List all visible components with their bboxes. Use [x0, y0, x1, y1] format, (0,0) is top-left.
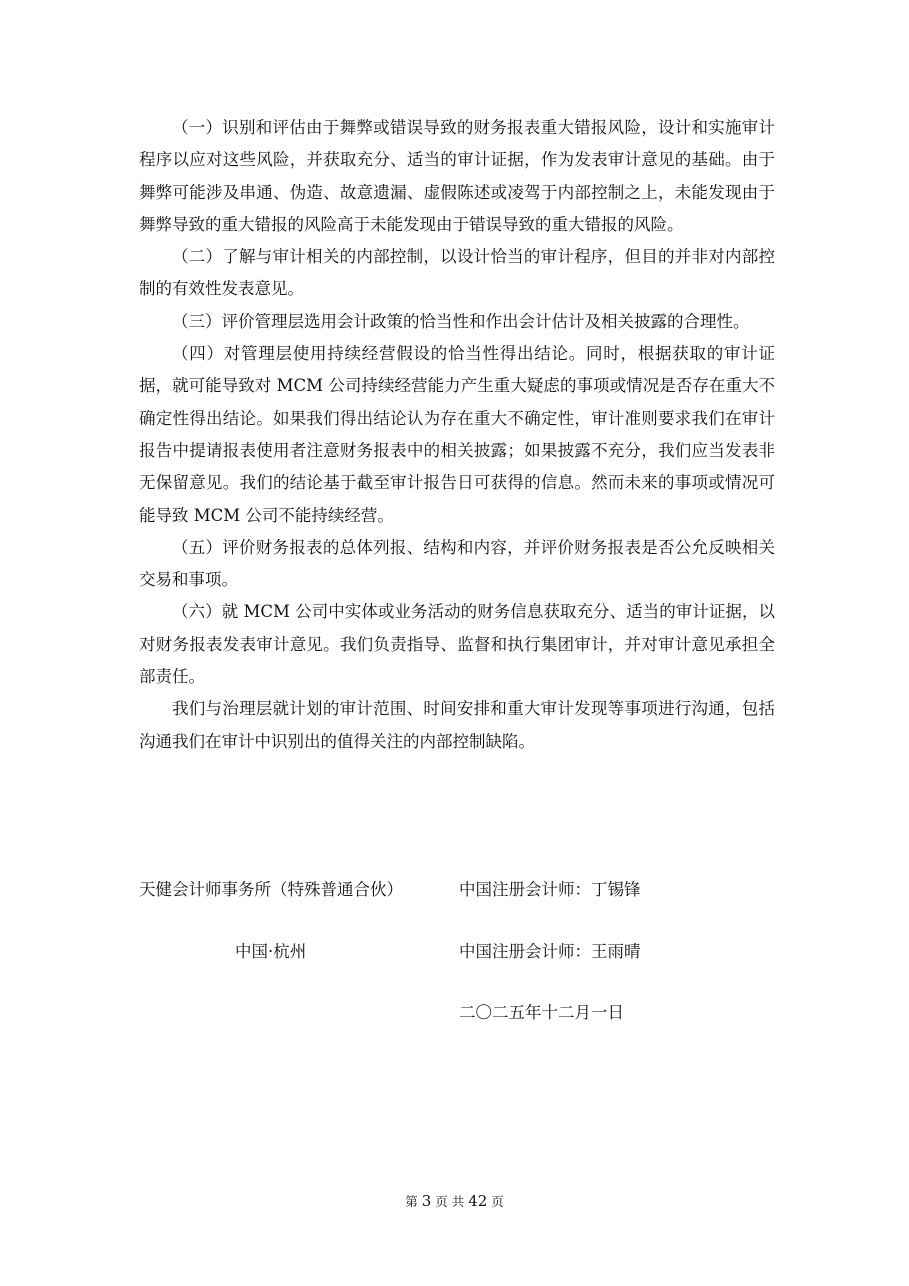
paragraph-6: （六）就 MCM 公司中实体或业务活动的财务信息获取充分、适当的审计证据，以对财务报表发表审计意见。我们负责指导、监督和执行集团审计，并对审计意见承担全部责任。 [139, 602, 775, 687]
footer-suffix: 页 [491, 1194, 504, 1209]
cpa-signature-1: 中国注册会计师：丁锡锋 [459, 880, 641, 899]
report-date: 二〇二五年十二月一日 [459, 1003, 624, 1022]
paragraph-5: （五）评价财务报表的总体列报、结构和内容，并评价财务报表是否公允反映相关交易和事项。 [139, 537, 775, 590]
cpa-signature-2: 中国注册会计师：王雨晴 [459, 942, 641, 961]
total-page-count: 42 [468, 1192, 488, 1210]
report-body [139, 112, 775, 758]
paragraph-7: 我们与治理层就计划的审计范围、时间安排和重大审计发现等事项进行沟通，包括沟通我们在审计中识别出的值得关注的内部控制缺陷。 [139, 699, 775, 751]
paragraph-2: （二）了解与审计相关的内部控制，以设计恰当的审计程序，但目的并非对内部控制的有效性发表意见。 [139, 247, 775, 299]
paragraph-1: （一）识别和评估由于舞弊或错误导致的财务报表重大错报风险，设计和实施审计程序以应对这些风险，并获取充分、适当的审计证据，作为发表审计意见的基础。由于舞弊可能涉及串通、伪造、故意遗漏、虚假陈述或凌驾于内部控制之上，未能发现由于舞弊导致的重大错报的风险高于未能发现由于错误导致的重大错报的风险。 [139, 118, 775, 234]
current-page-number: 3 [421, 1192, 432, 1210]
paragraph-4: （四）对管理层使用持续经营假设的恰当性得出结论。同时，根据获取的审计证据，就可能导致对 MCM 公司持续经营能力产生重大疑虑的事项或情况是否存在重大不确定性得出结论。如果我们得出结论认为存在重大不确定性，审计准则要求我们在审计报告中提请报表使用者注意财务报表中的相关披露；如果披露不充分，我们应当发表非无保留意见。我们的结论基于截至审计报告日可获得的信息。然而未来的事项或情况可能导致 MCM 公司不能持续经营。 [139, 344, 775, 525]
footer-prefix: 第 [405, 1194, 418, 1209]
footer-middle: 页 共 [435, 1194, 465, 1209]
audit-firm-name: 天健会计师事务所（特殊普通合伙） [139, 880, 403, 899]
page-footer [0, 1192, 909, 1210]
paragraph-3: （三）评价管理层选用会计政策的恰当性和作出会计估计及相关披露的合理性。 [172, 311, 750, 331]
firm-location: 中国·杭州 [235, 942, 307, 961]
